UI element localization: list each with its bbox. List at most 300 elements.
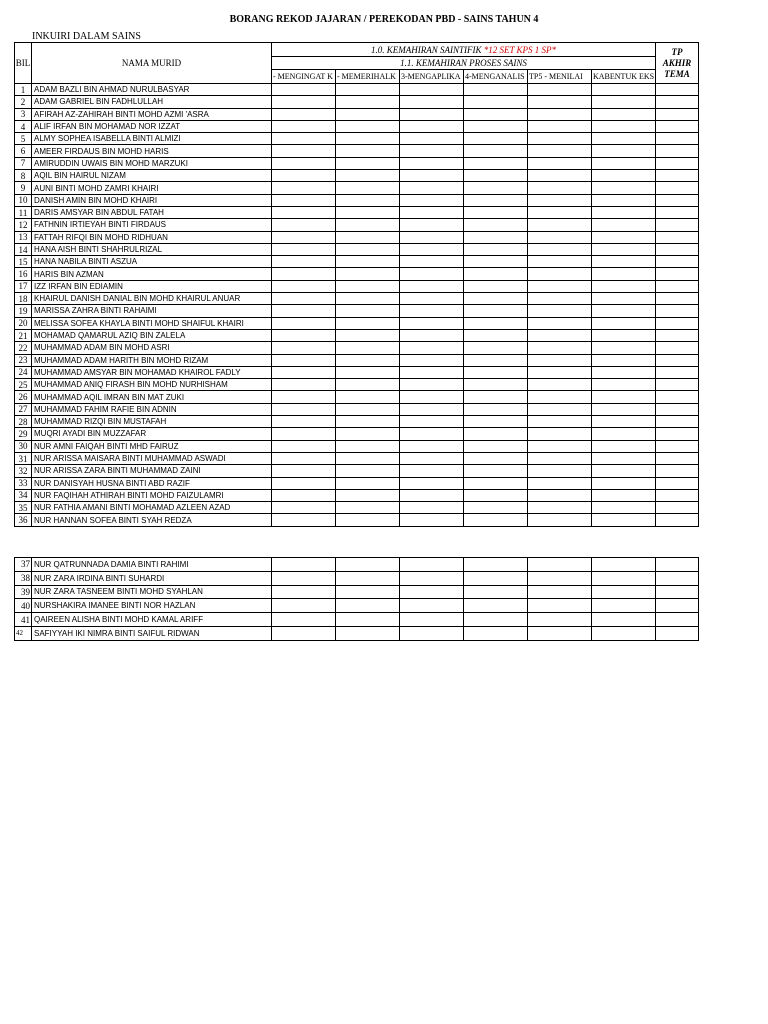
tp-score-cell[interactable]	[272, 133, 336, 145]
tp-score-cell[interactable]	[336, 342, 400, 354]
tp-akhir-cell[interactable]	[656, 170, 699, 182]
tp-score-cell[interactable]	[592, 243, 656, 255]
tp-score-cell[interactable]	[592, 599, 656, 613]
tp-score-cell[interactable]	[528, 599, 592, 613]
tp-score-cell[interactable]	[464, 477, 528, 489]
tp-score-cell[interactable]	[528, 243, 592, 255]
tp-akhir-cell[interactable]	[656, 379, 699, 391]
tp-score-cell[interactable]	[528, 379, 592, 391]
tp-score-cell[interactable]	[336, 84, 400, 96]
tp-score-cell[interactable]	[528, 585, 592, 599]
tp-score-cell[interactable]	[528, 108, 592, 120]
tp-akhir-cell[interactable]	[656, 626, 699, 640]
tp-score-cell[interactable]	[528, 514, 592, 526]
tp-score-cell[interactable]	[592, 219, 656, 231]
tp-score-cell[interactable]	[464, 354, 528, 366]
tp-akhir-cell[interactable]	[656, 452, 699, 464]
tp-score-cell[interactable]	[528, 342, 592, 354]
tp-score-cell[interactable]	[400, 403, 464, 415]
tp-score-cell[interactable]	[464, 416, 528, 428]
tp-score-cell[interactable]	[528, 256, 592, 268]
tp-score-cell[interactable]	[400, 514, 464, 526]
tp-score-cell[interactable]	[592, 502, 656, 514]
tp-score-cell[interactable]	[464, 231, 528, 243]
tp-score-cell[interactable]	[464, 613, 528, 627]
tp-score-cell[interactable]	[528, 96, 592, 108]
tp-akhir-cell[interactable]	[656, 157, 699, 169]
tp-score-cell[interactable]	[272, 231, 336, 243]
tp-score-cell[interactable]	[400, 182, 464, 194]
tp-score-cell[interactable]	[592, 354, 656, 366]
tp-score-cell[interactable]	[336, 194, 400, 206]
tp-score-cell[interactable]	[336, 145, 400, 157]
tp-akhir-cell[interactable]	[656, 403, 699, 415]
tp-score-cell[interactable]	[272, 558, 336, 572]
tp-score-cell[interactable]	[528, 84, 592, 96]
tp-score-cell[interactable]	[592, 145, 656, 157]
student-name: NUR ARISSA ZARA BINTI MUHAMMAD ZAINI	[32, 465, 272, 477]
tp-score-cell[interactable]	[592, 440, 656, 452]
tp-score-cell[interactable]	[592, 626, 656, 640]
tp-score-cell[interactable]	[528, 613, 592, 627]
tp-score-cell[interactable]	[528, 502, 592, 514]
tp-score-cell[interactable]	[400, 502, 464, 514]
tp-score-cell[interactable]	[272, 305, 336, 317]
tp-score-cell[interactable]	[336, 329, 400, 341]
tp-score-cell[interactable]	[464, 133, 528, 145]
tp-score-cell[interactable]	[400, 133, 464, 145]
tp-score-cell[interactable]	[272, 96, 336, 108]
tp-score-cell[interactable]	[272, 571, 336, 585]
tp-score-cell[interactable]	[336, 317, 400, 329]
tp-akhir-cell[interactable]	[656, 219, 699, 231]
tp-score-cell[interactable]	[528, 366, 592, 378]
tp-score-cell[interactable]	[464, 96, 528, 108]
tp-score-cell[interactable]	[464, 465, 528, 477]
tp-score-cell[interactable]	[272, 599, 336, 613]
tp-akhir-cell[interactable]	[656, 145, 699, 157]
bil-header: BIL	[15, 43, 32, 84]
tp-score-cell[interactable]	[528, 194, 592, 206]
tp-score-cell[interactable]	[528, 182, 592, 194]
tp-score-cell[interactable]	[336, 231, 400, 243]
tp-score-cell[interactable]	[528, 317, 592, 329]
tp-score-cell[interactable]	[464, 329, 528, 341]
tp-akhir-cell[interactable]	[656, 342, 699, 354]
tp-score-cell[interactable]	[464, 342, 528, 354]
tp-score-cell[interactable]	[464, 256, 528, 268]
tp-score-cell[interactable]	[336, 613, 400, 627]
tp-score-cell[interactable]	[592, 477, 656, 489]
tp-score-cell[interactable]	[272, 182, 336, 194]
tp-akhir-cell[interactable]	[656, 571, 699, 585]
tp-score-cell[interactable]	[400, 256, 464, 268]
tp-score-cell[interactable]	[272, 354, 336, 366]
tp-score-cell[interactable]	[272, 268, 336, 280]
tp-score-cell[interactable]	[400, 342, 464, 354]
tp-score-cell[interactable]	[272, 477, 336, 489]
tp-score-cell[interactable]	[336, 379, 400, 391]
tp-score-cell[interactable]	[464, 194, 528, 206]
tp-score-cell[interactable]	[272, 452, 336, 464]
tp-score-cell[interactable]	[272, 206, 336, 218]
tp-score-cell[interactable]	[592, 182, 656, 194]
tp-score-cell[interactable]	[336, 626, 400, 640]
tp-score-cell[interactable]	[400, 329, 464, 341]
tp-score-cell[interactable]	[336, 391, 400, 403]
tp-score-cell[interactable]	[592, 120, 656, 132]
tp-score-cell[interactable]	[464, 391, 528, 403]
tp-score-cell[interactable]	[400, 219, 464, 231]
tp-akhir-cell[interactable]	[656, 268, 699, 280]
tp-score-cell[interactable]	[272, 403, 336, 415]
tp-score-cell[interactable]	[464, 440, 528, 452]
tp-score-cell[interactable]	[400, 613, 464, 627]
tp-score-cell[interactable]	[592, 231, 656, 243]
tp-akhir-cell[interactable]	[656, 354, 699, 366]
tp-score-cell[interactable]	[464, 120, 528, 132]
tp-score-cell[interactable]	[592, 133, 656, 145]
tp-score-cell[interactable]	[464, 489, 528, 501]
tp-score-cell[interactable]	[336, 293, 400, 305]
tp-score-cell[interactable]	[336, 170, 400, 182]
tp-score-cell[interactable]	[272, 342, 336, 354]
tp-score-cell[interactable]	[592, 108, 656, 120]
tp-score-cell[interactable]	[400, 84, 464, 96]
tp-score-cell[interactable]	[272, 514, 336, 526]
tp-akhir-cell[interactable]	[656, 613, 699, 627]
tp-score-cell[interactable]	[272, 502, 336, 514]
tp-score-cell[interactable]	[272, 465, 336, 477]
tp-score-cell[interactable]	[272, 379, 336, 391]
tp-score-cell[interactable]	[528, 293, 592, 305]
tp-score-cell[interactable]	[336, 489, 400, 501]
tp-score-cell[interactable]	[464, 84, 528, 96]
tp-score-cell[interactable]	[336, 108, 400, 120]
tp-score-cell[interactable]	[400, 489, 464, 501]
tp-akhir-cell[interactable]	[656, 599, 699, 613]
tp-score-cell[interactable]	[272, 280, 336, 292]
tp-score-cell[interactable]	[400, 626, 464, 640]
tp-akhir-cell[interactable]	[656, 489, 699, 501]
tp-score-cell[interactable]	[528, 120, 592, 132]
tp-score-cell[interactable]	[272, 489, 336, 501]
tp-score-cell[interactable]	[336, 280, 400, 292]
tp-akhir-cell[interactable]	[656, 108, 699, 120]
tp-score-cell[interactable]	[400, 280, 464, 292]
tp-score-cell[interactable]	[464, 502, 528, 514]
tp-score-cell[interactable]	[528, 391, 592, 403]
tp-score-cell[interactable]	[528, 219, 592, 231]
tp-score-cell[interactable]	[464, 145, 528, 157]
tp-score-cell[interactable]	[528, 440, 592, 452]
tp-score-cell[interactable]	[592, 170, 656, 182]
tp-score-cell[interactable]	[400, 558, 464, 572]
tp-score-cell[interactable]	[528, 170, 592, 182]
tp-score-cell[interactable]	[592, 465, 656, 477]
tp-score-cell[interactable]	[464, 366, 528, 378]
tp-score-cell[interactable]	[592, 613, 656, 627]
tp-akhir-cell[interactable]	[656, 280, 699, 292]
tp-score-cell[interactable]	[592, 84, 656, 96]
tp-score-cell[interactable]	[272, 366, 336, 378]
tp-score-cell[interactable]	[336, 182, 400, 194]
tp-score-cell[interactable]	[336, 558, 400, 572]
tp-score-cell[interactable]	[528, 133, 592, 145]
tp-score-cell[interactable]	[272, 613, 336, 627]
tp-score-cell[interactable]	[272, 391, 336, 403]
tp-score-cell[interactable]	[528, 268, 592, 280]
tp-score-cell[interactable]	[464, 219, 528, 231]
tp-score-cell[interactable]	[464, 452, 528, 464]
tp-score-cell[interactable]	[336, 599, 400, 613]
tp-score-cell[interactable]	[592, 366, 656, 378]
tp-akhir-cell[interactable]	[656, 84, 699, 96]
tp-score-cell[interactable]	[464, 599, 528, 613]
tp-akhir-cell[interactable]	[656, 305, 699, 317]
tp-score-cell[interactable]	[272, 440, 336, 452]
tp-score-cell[interactable]	[400, 108, 464, 120]
tp-score-cell[interactable]	[272, 84, 336, 96]
tp-score-cell[interactable]	[464, 182, 528, 194]
tp-score-cell[interactable]	[400, 145, 464, 157]
tp-akhir-cell[interactable]	[656, 465, 699, 477]
tp-score-cell[interactable]	[272, 120, 336, 132]
tp-score-cell[interactable]	[400, 416, 464, 428]
tp-score-cell[interactable]	[528, 626, 592, 640]
tp-akhir-cell[interactable]	[656, 256, 699, 268]
tp-score-cell[interactable]	[400, 120, 464, 132]
student-row	[15, 108, 699, 120]
tp-score-cell[interactable]	[336, 514, 400, 526]
tp-score-cell[interactable]	[400, 477, 464, 489]
tp-score-cell[interactable]	[528, 489, 592, 501]
tp-score-cell[interactable]	[464, 317, 528, 329]
tp-score-cell[interactable]	[528, 354, 592, 366]
tp-score-cell[interactable]	[336, 243, 400, 255]
tp-score-cell[interactable]	[400, 354, 464, 366]
tp-score-cell[interactable]	[272, 145, 336, 157]
tp-score-cell[interactable]	[400, 170, 464, 182]
tp-akhir-cell[interactable]	[656, 243, 699, 255]
tp-score-cell[interactable]	[464, 293, 528, 305]
tp-score-cell[interactable]	[336, 120, 400, 132]
tp-akhir-cell[interactable]	[656, 96, 699, 108]
tp-akhir-cell[interactable]	[656, 416, 699, 428]
tp-score-cell[interactable]	[336, 477, 400, 489]
tp-score-cell[interactable]	[400, 366, 464, 378]
tp-score-cell[interactable]	[272, 329, 336, 341]
tp-score-cell[interactable]	[272, 243, 336, 255]
tp-score-cell[interactable]	[592, 268, 656, 280]
tp-score-cell[interactable]	[528, 403, 592, 415]
tp-score-cell[interactable]	[528, 145, 592, 157]
tp-score-cell[interactable]	[400, 465, 464, 477]
tp-score-cell[interactable]	[336, 96, 400, 108]
tp-score-cell[interactable]	[400, 157, 464, 169]
tp-akhir-cell[interactable]	[656, 182, 699, 194]
tp-score-cell[interactable]	[336, 428, 400, 440]
tp-score-cell[interactable]	[528, 428, 592, 440]
student-row	[15, 416, 699, 428]
tp-score-cell[interactable]	[592, 293, 656, 305]
tp-score-cell[interactable]	[272, 256, 336, 268]
tp-score-cell[interactable]	[400, 293, 464, 305]
tp-score-cell[interactable]	[592, 403, 656, 415]
tp-score-cell[interactable]	[464, 514, 528, 526]
tp-score-cell[interactable]	[336, 268, 400, 280]
tp-score-cell[interactable]	[336, 452, 400, 464]
tp-akhir-cell[interactable]	[656, 428, 699, 440]
tp-score-cell[interactable]	[592, 585, 656, 599]
tp-score-cell[interactable]	[592, 329, 656, 341]
tp-score-cell[interactable]	[400, 305, 464, 317]
tp-score-cell[interactable]	[592, 96, 656, 108]
tp-score-cell[interactable]	[336, 502, 400, 514]
tp-score-cell[interactable]	[464, 571, 528, 585]
tp-score-cell[interactable]	[336, 219, 400, 231]
tp-score-cell[interactable]	[272, 157, 336, 169]
tp-score-cell[interactable]	[336, 571, 400, 585]
tp-akhir-cell[interactable]	[656, 391, 699, 403]
tp-score-cell[interactable]	[464, 305, 528, 317]
tp-score-cell[interactable]	[464, 243, 528, 255]
tp-score-cell[interactable]	[400, 428, 464, 440]
tp-score-cell[interactable]	[336, 206, 400, 218]
tp-score-cell[interactable]	[400, 194, 464, 206]
tp-score-cell[interactable]	[400, 440, 464, 452]
tp-akhir-cell[interactable]	[656, 120, 699, 132]
tp-score-cell[interactable]	[336, 354, 400, 366]
tp-score-cell[interactable]	[528, 157, 592, 169]
tp-score-cell[interactable]	[592, 206, 656, 218]
tp-akhir-cell[interactable]	[656, 231, 699, 243]
tp-score-cell[interactable]	[400, 452, 464, 464]
tp-score-cell[interactable]	[592, 514, 656, 526]
tp-score-cell[interactable]	[336, 305, 400, 317]
tp-score-cell[interactable]	[528, 477, 592, 489]
tp-score-cell[interactable]	[528, 416, 592, 428]
tp-akhir-cell[interactable]	[656, 194, 699, 206]
tp-score-cell[interactable]	[592, 317, 656, 329]
tp-score-cell[interactable]	[336, 157, 400, 169]
tp-score-cell[interactable]	[336, 366, 400, 378]
tp-score-cell[interactable]	[528, 558, 592, 572]
tp-score-cell[interactable]	[592, 416, 656, 428]
tp-score-cell[interactable]	[272, 416, 336, 428]
tp-score-cell[interactable]	[464, 626, 528, 640]
tp-score-cell[interactable]	[336, 440, 400, 452]
tp-score-cell[interactable]	[400, 243, 464, 255]
tp-score-cell[interactable]	[464, 379, 528, 391]
tp-score-cell[interactable]	[592, 256, 656, 268]
tp-akhir-cell[interactable]	[656, 293, 699, 305]
tp-score-cell[interactable]	[464, 403, 528, 415]
tp-akhir-cell[interactable]	[656, 477, 699, 489]
tp-score-cell[interactable]	[400, 379, 464, 391]
tp-score-cell[interactable]	[400, 206, 464, 218]
tp-score-cell[interactable]	[272, 194, 336, 206]
tp-akhir-cell[interactable]	[656, 317, 699, 329]
tp-score-cell[interactable]	[528, 231, 592, 243]
tp-score-cell[interactable]	[272, 108, 336, 120]
tp-score-cell[interactable]	[592, 157, 656, 169]
tp-score-cell[interactable]	[464, 108, 528, 120]
tp-score-cell[interactable]	[400, 317, 464, 329]
tp-score-cell[interactable]	[528, 465, 592, 477]
tp-akhir-cell[interactable]	[656, 585, 699, 599]
tp-score-cell[interactable]	[528, 206, 592, 218]
tp-score-cell[interactable]	[528, 280, 592, 292]
tp-score-cell[interactable]	[336, 416, 400, 428]
tp-score-cell[interactable]	[528, 305, 592, 317]
tp-score-cell[interactable]	[336, 585, 400, 599]
tp-akhir-cell[interactable]	[656, 329, 699, 341]
tp-score-cell[interactable]	[592, 571, 656, 585]
tp-score-cell[interactable]	[528, 452, 592, 464]
tp-score-cell[interactable]	[400, 391, 464, 403]
student-name: NUR ZARA TASNEEM BINTI MOHD SYAHLAN	[32, 585, 272, 599]
tp-score-cell[interactable]	[592, 379, 656, 391]
tp-akhir-cell[interactable]	[656, 558, 699, 572]
tp-akhir-cell[interactable]	[656, 440, 699, 452]
tp-score-cell[interactable]	[400, 268, 464, 280]
tp-score-cell[interactable]	[336, 256, 400, 268]
tp-score-cell[interactable]	[400, 585, 464, 599]
tp-score-cell[interactable]	[400, 599, 464, 613]
tp-score-cell[interactable]	[464, 585, 528, 599]
tp-score-cell[interactable]	[528, 571, 592, 585]
tp-score-cell[interactable]	[400, 231, 464, 243]
tp-score-cell[interactable]	[592, 342, 656, 354]
tp-score-cell[interactable]	[592, 489, 656, 501]
tp-akhir-cell[interactable]	[656, 133, 699, 145]
tp-score-cell[interactable]	[592, 305, 656, 317]
tp-score-cell[interactable]	[272, 219, 336, 231]
tp-score-cell[interactable]	[464, 157, 528, 169]
tp-score-cell[interactable]	[464, 428, 528, 440]
tp-score-cell[interactable]	[400, 571, 464, 585]
tp-score-cell[interactable]	[464, 268, 528, 280]
tp-akhir-cell[interactable]	[656, 502, 699, 514]
tp-score-cell[interactable]	[592, 452, 656, 464]
tp-score-cell[interactable]	[464, 558, 528, 572]
tp-score-cell[interactable]	[336, 133, 400, 145]
tp-score-cell[interactable]	[592, 194, 656, 206]
tp-score-cell[interactable]	[464, 206, 528, 218]
tp-score-cell[interactable]	[272, 626, 336, 640]
tp-score-cell[interactable]	[464, 170, 528, 182]
tp-score-cell[interactable]	[592, 280, 656, 292]
tp-score-cell[interactable]	[464, 280, 528, 292]
tp-score-cell[interactable]	[528, 329, 592, 341]
tp-score-cell[interactable]	[272, 428, 336, 440]
tp-score-cell[interactable]	[336, 465, 400, 477]
tp-akhir-cell[interactable]	[656, 514, 699, 526]
tp-score-cell[interactable]	[272, 317, 336, 329]
tp-score-cell[interactable]	[272, 585, 336, 599]
tp-akhir-cell[interactable]	[656, 366, 699, 378]
tp-akhir-cell[interactable]	[656, 206, 699, 218]
tp-score-cell[interactable]	[336, 403, 400, 415]
tp-score-cell[interactable]	[592, 391, 656, 403]
tp-score-cell[interactable]	[272, 293, 336, 305]
tp-score-cell[interactable]	[272, 170, 336, 182]
tp-score-cell[interactable]	[592, 428, 656, 440]
tp-score-cell[interactable]	[400, 96, 464, 108]
student-row	[15, 280, 699, 292]
tp-score-cell[interactable]	[592, 558, 656, 572]
